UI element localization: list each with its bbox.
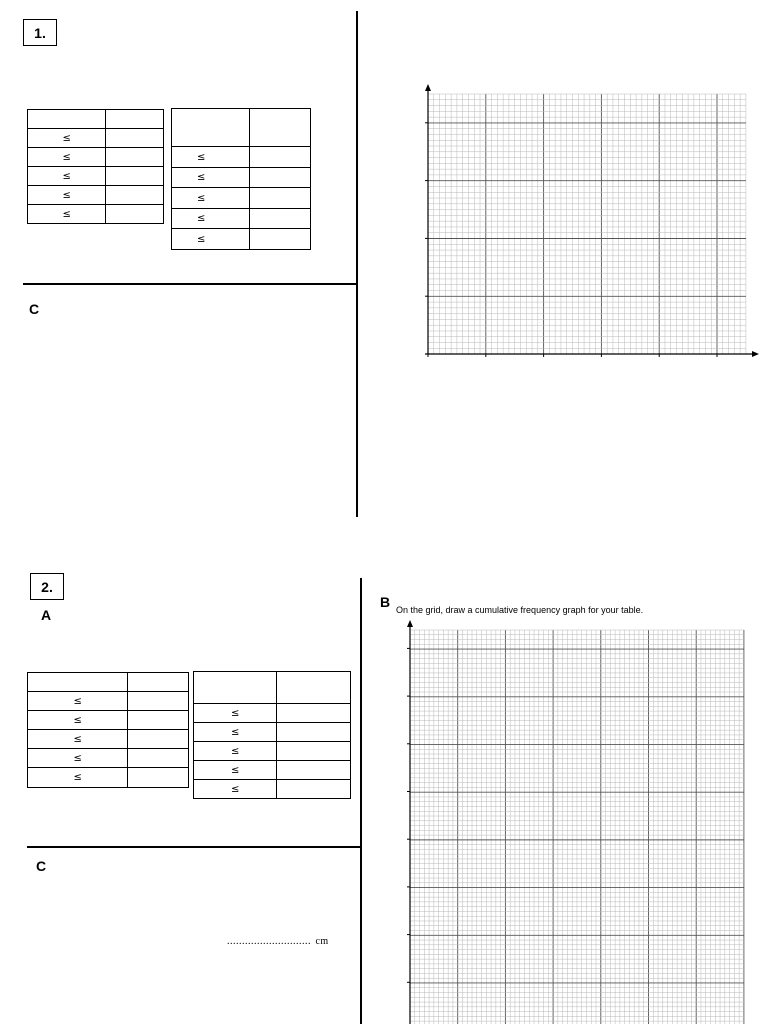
table-row [194,704,351,723]
q1-vertical-divider [356,11,358,517]
table-header-cell[interactable] [172,109,250,147]
table-header-cell[interactable] [277,672,351,704]
table-row [28,129,164,148]
q2-frequency-table-1 [27,672,189,788]
class-interval-cell[interactable]: ≤ [194,780,277,799]
table-row [28,167,164,186]
frequency-cell[interactable] [106,148,164,167]
table-row [172,229,311,250]
class-interval-cell[interactable]: ≤ [28,205,106,224]
class-interval-cell[interactable]: ≤ [172,188,250,209]
question-1-number [23,19,57,46]
table-header-cell[interactable] [128,673,189,692]
class-interval-cell[interactable]: ≤ [194,704,277,723]
table-row [172,188,311,209]
frequency-cell[interactable] [128,749,189,768]
cumulative-frequency-cell[interactable] [249,168,310,188]
cumulative-frequency-cell[interactable] [249,147,310,168]
class-interval-cell[interactable]: ≤ [194,761,277,780]
class-interval-cell[interactable]: ≤ [194,742,277,761]
class-interval-cell[interactable]: ≤ [28,167,106,186]
cumulative-frequency-cell[interactable] [249,229,310,250]
class-interval-cell[interactable]: ≤ [28,692,128,711]
table-row [28,749,189,768]
table-header-cell[interactable] [249,109,310,147]
frequency-cell[interactable] [128,768,189,788]
table-row [172,209,311,229]
table-row [172,147,311,168]
cumulative-frequency-cell[interactable] [249,209,310,229]
table-header-cell[interactable] [106,110,164,129]
table-row [194,780,351,799]
table-row [28,186,164,205]
table-row [194,742,351,761]
q2-graph-grid[interactable] [404,616,749,1024]
q2-part-a-label: A [41,607,52,623]
class-interval-cell[interactable]: ≤ [172,229,250,250]
question-2-number-text: 2. [41,578,53,595]
q2-part-c-label: C [36,858,47,874]
cumulative-frequency-cell[interactable] [277,723,351,742]
class-interval-cell[interactable]: ≤ [28,768,128,788]
cumulative-frequency-cell[interactable] [277,761,351,780]
frequency-cell[interactable] [106,186,164,205]
frequency-cell[interactable] [106,129,164,148]
x-axis-arrow [752,351,759,357]
frequency-cell[interactable] [128,692,189,711]
y-axis-arrow [425,84,431,91]
table-header-cell[interactable] [28,673,128,692]
class-interval-cell[interactable]: ≤ [28,129,106,148]
table-row [28,692,189,711]
class-interval-cell[interactable]: ≤ [28,186,106,205]
q1-graph-grid[interactable] [420,88,755,363]
table-row [172,168,311,188]
frequency-cell[interactable] [128,730,189,749]
table-row [28,205,164,224]
table-header-cell[interactable] [28,110,106,129]
cumulative-frequency-cell[interactable] [249,188,310,209]
q2-answer-line[interactable] [227,931,329,949]
q2-vertical-divider [360,578,362,1024]
q2-instruction-text: On the grid, draw a cumulative frequency graph for your table. [396,605,644,615]
table-header-cell[interactable] [194,672,277,704]
frequency-cell[interactable] [106,205,164,224]
q1-cumulative-table [171,108,311,250]
class-interval-cell[interactable]: ≤ [28,148,106,167]
table-row [28,730,189,749]
q2-part-b-label: B [380,594,391,610]
frequency-cell[interactable] [128,711,189,730]
class-interval-cell[interactable]: ≤ [28,730,128,749]
table-row [28,768,189,788]
q1-horizontal-divider [23,283,358,285]
answer-dots[interactable]: ............................ [227,936,311,947]
class-interval-cell[interactable]: ≤ [28,749,128,768]
class-interval-cell[interactable]: ≤ [172,147,250,168]
cumulative-frequency-cell[interactable] [277,704,351,723]
question-1-number-text: 1. [34,24,46,41]
table-row [194,761,351,780]
q2-cumulative-table [193,671,351,799]
class-interval-cell[interactable]: ≤ [172,209,250,229]
question-2-number [30,573,64,600]
answer-unit: cm [315,936,329,947]
frequency-cell[interactable] [106,167,164,186]
q2-horizontal-divider [27,846,361,848]
class-interval-cell[interactable]: ≤ [28,711,128,730]
class-interval-cell[interactable]: ≤ [172,168,250,188]
y-axis-arrow [407,620,413,627]
cumulative-frequency-cell[interactable] [277,780,351,799]
q1-part-c-label: C [29,301,40,317]
table-row [194,723,351,742]
class-interval-cell[interactable]: ≤ [194,723,277,742]
table-row [28,711,189,730]
cumulative-frequency-cell[interactable] [277,742,351,761]
q1-frequency-table-1 [27,109,164,224]
table-row [28,148,164,167]
